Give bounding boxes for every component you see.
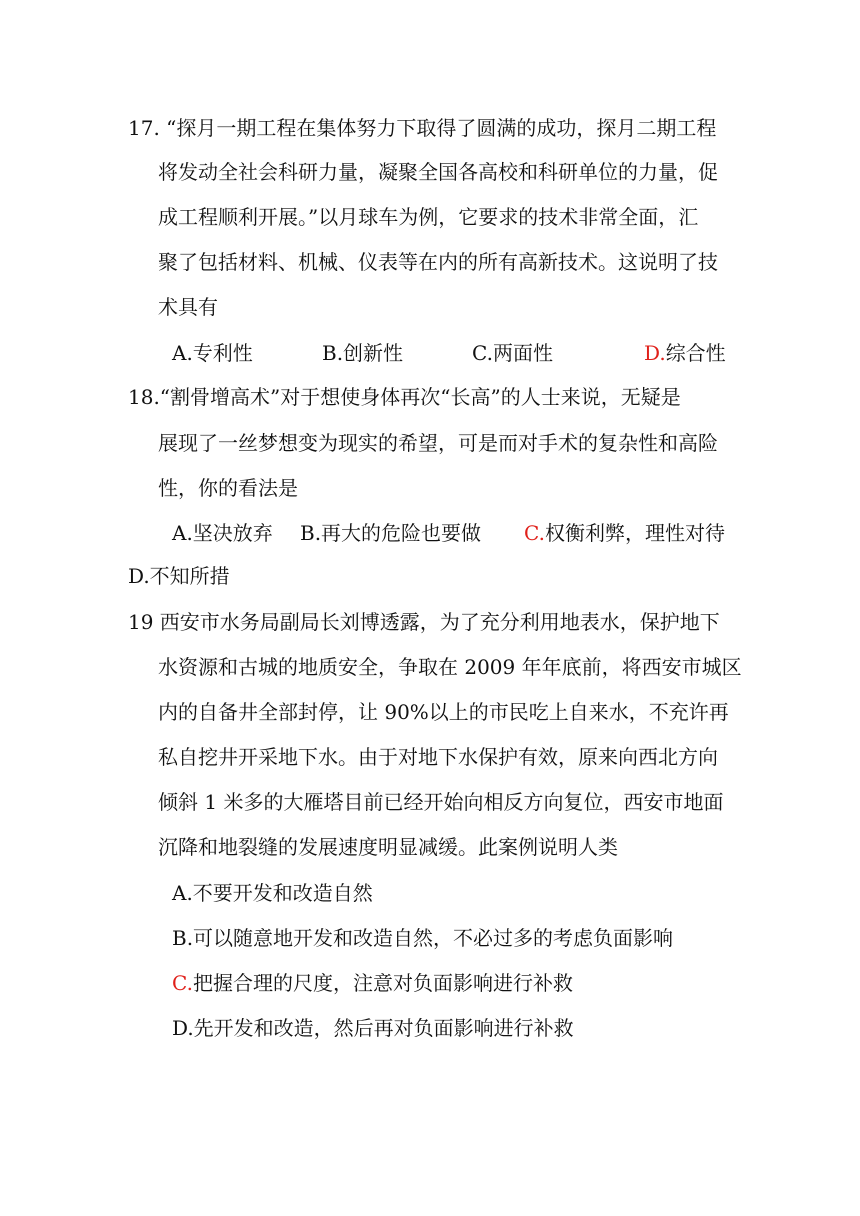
q17-answer-marker: D.	[644, 341, 666, 365]
q19-stem-line-5: 倾斜 1 米多的大雁塔目前已经开始向相反方向复位，西安市地面	[158, 790, 724, 814]
q19-stem-line-2: 水资源和古城的地质安全，争取在 2009 年年底前，将西安市城区	[158, 655, 742, 679]
q18-stem-line-1: 18.“割骨增高术”对于想使身体再次“长高”的人士来说，无疑是	[128, 385, 681, 409]
q18-option-c	[524, 520, 725, 546]
q19-option-c	[172, 970, 573, 996]
q17-stem-line-5: 术具有	[158, 295, 218, 319]
q19-stem-line-6: 沉降和地裂缝的发展速度明显减缓。此案例说明人类	[158, 835, 618, 859]
q17-option-b: B.创新性	[322, 341, 404, 365]
q18-stem-line-2: 展现了一丝梦想变为现实的希望，可是而对手术的复杂性和高险	[158, 431, 718, 455]
q18-stem-line-3: 性，你的看法是	[158, 476, 298, 500]
q17-option-a: A.专利性	[172, 341, 253, 365]
q19-stem-line-3: 内的自备井全部封停，让 90%以上的市民吃上自来水，不充许再	[158, 700, 729, 724]
q19-option-c-text: 把握合理的尺度，注意对负面影响进行补救	[192, 971, 573, 995]
q18-option-a: A.坚决放弃	[172, 521, 273, 545]
q19-option-a: A.不要开发和改造自然	[172, 881, 373, 905]
q17-stem-line-1: 17. “探月一期工程在集体努力下取得了圆满的成功，探月二期工程	[128, 116, 717, 140]
q18-option-d: D.不知所措	[128, 564, 230, 588]
q18-option-c-text: 权衡利弊，理性对待	[544, 521, 725, 545]
q17-option-d	[644, 340, 726, 366]
q17-stem-line-3: 成工程顺利开展。”以月球车为例，它要求的技术非常全面，汇	[158, 205, 699, 229]
q18-answer-marker: C.	[524, 521, 545, 545]
q17-stem-line-4: 聚了包括材料、机械、仪表等在内的所有高新技术。这说明了技	[158, 250, 718, 274]
q17-option-d-text: 综合性	[665, 341, 726, 365]
q19-stem-line-4: 私自挖井开采地下水。由于对地下水保护有效，原来向西北方向	[158, 745, 718, 769]
q19-stem-line-1: 19 西安市水务局副局长刘博透露，为了充分利用地表水，保护地下	[128, 610, 720, 634]
q18-option-b: B.再大的危险也要做	[300, 521, 482, 545]
q19-option-b: B.可以随意地开发和改造自然，不必过多的考虑负面影响	[172, 926, 674, 950]
q17-stem-line-2: 将发动全社会科研力量，凝聚全国各高校和科研单位的力量，促	[158, 160, 718, 184]
q17-option-c: C.两面性	[472, 341, 553, 365]
q19-answer-marker: C.	[172, 971, 193, 995]
q19-option-d: D.先开发和改造，然后再对负面影响进行补救	[172, 1016, 574, 1040]
